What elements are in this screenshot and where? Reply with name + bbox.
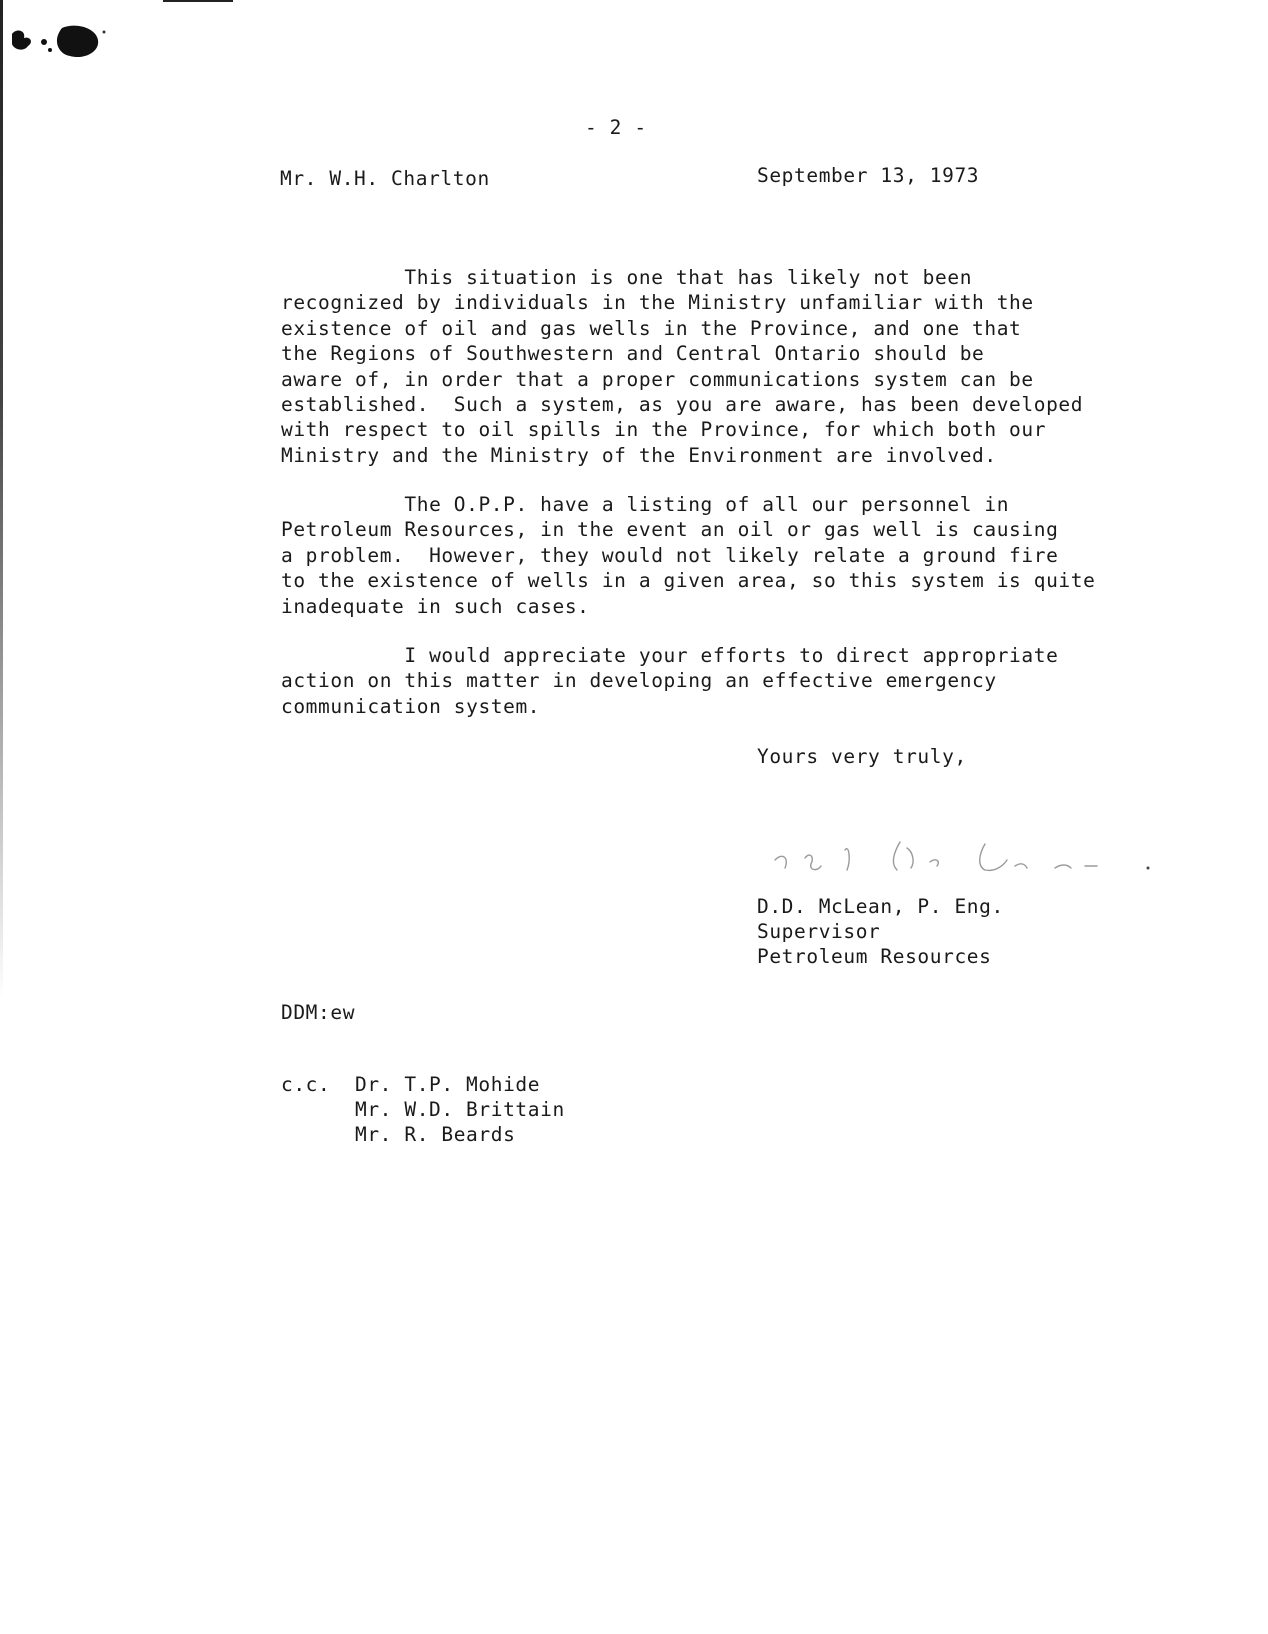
closing-salutation: Yours very truly,: [757, 745, 967, 768]
page-number: - 2 -: [585, 116, 647, 139]
reference-initials: DDM:ew: [281, 1001, 356, 1024]
signatory-title: Supervisor: [757, 920, 881, 943]
signatory-department: Petroleum Resources: [757, 945, 992, 968]
body-paragraph-2: The O.P.P. have a listing of all our personnel in Petroleum Resources, in the event an oil or gas well is causing a problem. However, they would not likely relate a ground fire to the existence of wells in a given area, so this system is quite inadequate in such cases.: [281, 493, 1096, 618]
addressee: Mr. W.H. Charlton: [280, 167, 490, 190]
cc-label: c.c.: [281, 1073, 331, 1096]
scan-edge-artifact: [0, 0, 3, 1000]
cc-recipient-list: [355, 1072, 565, 1147]
scan-top-line: [163, 0, 233, 2]
letter-date: September 13, 1973: [757, 164, 980, 187]
signatory-name: D.D. McLean, P. Eng.: [757, 895, 1004, 918]
body-paragraph-1: This situation is one that has likely not been recognized by individuals in the Ministry unfamiliar with the existence of oil and gas wells in the Province, and one that the Regions of Southwestern and Central Ontario should be aware of, in order that a proper communications system can be established. Such a system, as you are aware, has been developed with respect to oil spills in the Province, for which both our Ministry and the Ministry of the Environment are involved.: [281, 266, 1084, 467]
body-paragraph-3: I would appreciate your efforts to direct appropriate action on this matter in developing an effective emergency communication system.: [281, 644, 1059, 718]
cc-recipient: Mr. W.D. Brittain: [355, 1098, 565, 1121]
ink-blot-artifact: [4, 20, 114, 70]
cc-recipient: Dr. T.P. Mohide: [355, 1073, 541, 1096]
handwritten-signature: [765, 830, 1165, 890]
cc-recipient: Mr. R. Beards: [355, 1123, 516, 1146]
